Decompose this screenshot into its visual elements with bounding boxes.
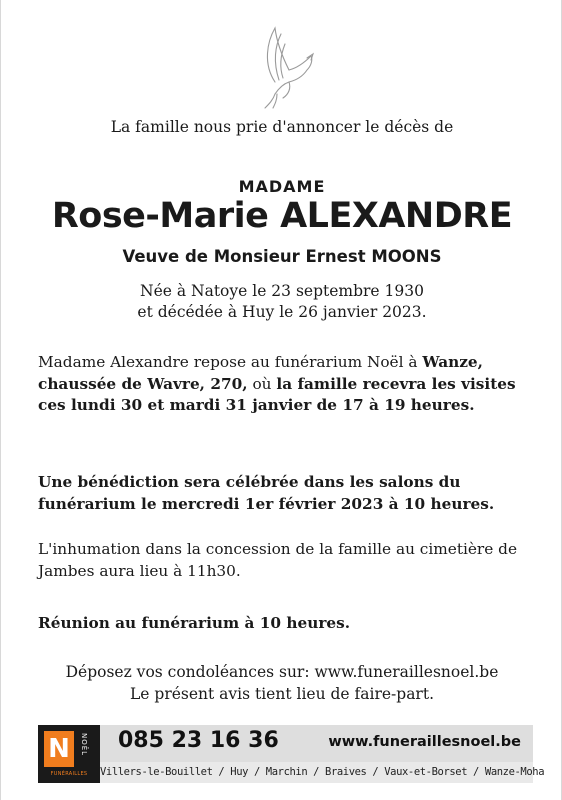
faire-part-line: Le présent avis tient lieu de faire-part. [130, 685, 434, 703]
dove-icon [253, 22, 319, 110]
birth-line: Née à Natoye le 23 septembre 1930 [140, 282, 424, 300]
civility: MADAME [238, 177, 326, 196]
visitation-address: Wanze, chaussée de Wavre, 270, [38, 353, 483, 393]
birth-death-dates [1, 281, 562, 323]
visitation-paragraph [38, 352, 533, 417]
widow-of: Veuve de Monsieur Ernest MOONS [122, 247, 442, 266]
intro-text: La famille nous prie d'annoncer le décès de [110, 118, 454, 136]
website: www.funeraillesnoel.be [328, 734, 521, 750]
logo-side-text: NOËL [80, 733, 88, 757]
reunion-paragraph: Réunion au funérarium à 10 heures. [38, 614, 351, 632]
phone-number: 085 23 16 36 [118, 728, 279, 753]
funeral-home-banner [38, 725, 545, 783]
logo-subtitle: FUNÉRAILLES [50, 771, 88, 777]
logo-letter: N [44, 731, 74, 767]
localities: Villers-le-Bouillet / Huy / Marchin / Braives / Vaux-et-Borset / Wanze-Moha [100, 762, 533, 783]
death-line: et décédée à Huy le 26 janvier 2023. [137, 303, 427, 321]
condolences-line: Déposez vos condoléances sur: www.funeraillesnoel.be [65, 663, 499, 681]
visitation-hours: la famille recevra les visites ces lundi 30 et mardi 31 janvier de 17 à 19 heures. [38, 374, 516, 414]
burial-paragraph: L'inhumation dans la concession de la famille au cimetière de Jambes aura lieu à 11h30. [38, 540, 517, 580]
visitation-text-1: Madame Alexandre repose au funérarium Noël à [38, 353, 423, 371]
visitation-text-2: où [247, 374, 277, 393]
deceased-name: Rose-Marie ALEXANDRE [51, 196, 513, 236]
funeral-home-logo [38, 725, 100, 783]
ceremony-paragraph: Une bénédiction sera célébrée dans les salons du funérarium le mercredi 1er février 2023 à 10 heures. [38, 473, 495, 513]
condolences [1, 661, 562, 705]
